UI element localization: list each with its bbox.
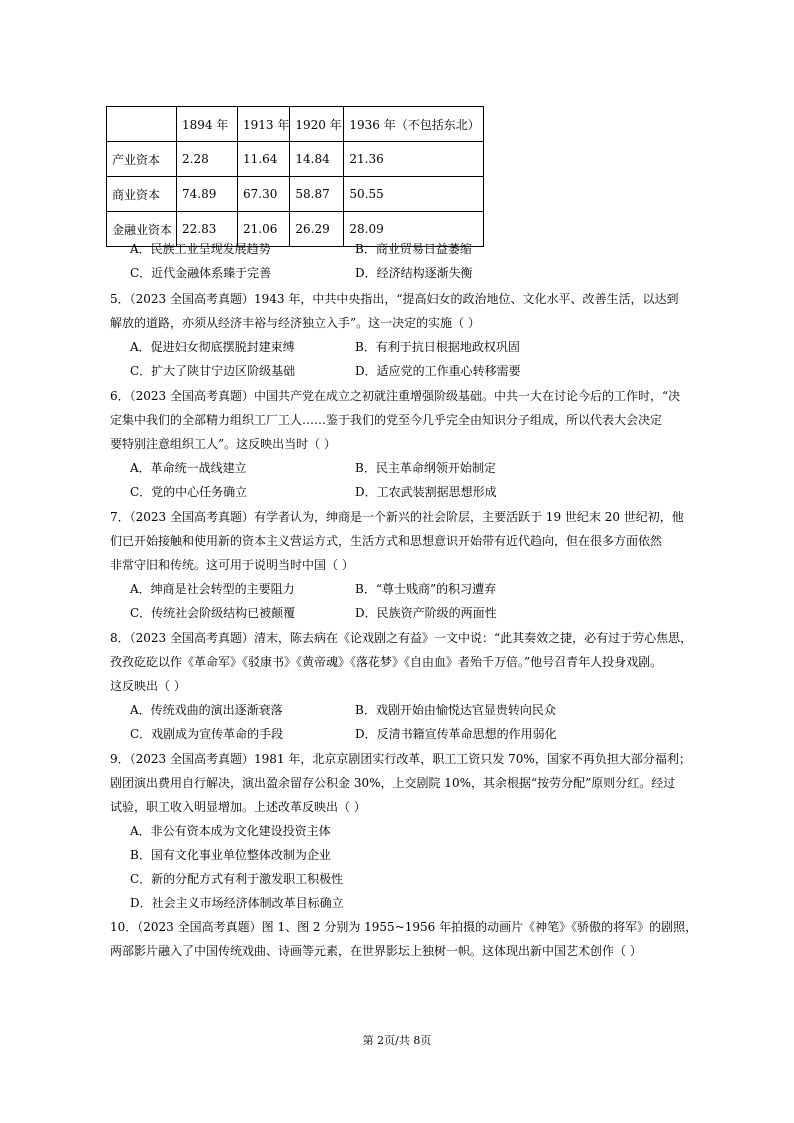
q5-stem-line: 解放的道路，亦须从经济丰裕与经济独立入手”。这一决定的实施（ ） — [110, 316, 480, 330]
q9-stem-line: 试验，职工收入明显增加。上述改革反映出（ ） — [110, 800, 366, 814]
q5-option-c: C．扩大了陕甘宁边区阶级基础 — [130, 364, 296, 378]
q8-stem-line: 孜孜矻矻以作《革命军》《驳康书》《黄帝魂》《落花梦》《自由血》者殆千万倍。”他号召青年人投身戏剧。 — [110, 655, 663, 669]
table-cell: 商业资本 — [107, 177, 177, 212]
q5-stem-line: 5．（2023 全国高考真题）1943 年，中共中央指出，“提高妇女的政治地位、文化水平、改善生活，以达到 — [110, 292, 679, 306]
table-cell: 1936 年（不包括东北） — [344, 107, 484, 142]
q9-option-b: B．国有文化事业单位整体改制为企业 — [130, 848, 331, 862]
q8-option-d: D．反清书籍宣传革命思想的作用弱化 — [355, 727, 557, 741]
table-cell: 产业资本 — [107, 142, 177, 177]
q7-option-c: C．传统社会阶级结构已被颠覆 — [130, 606, 296, 620]
table-cell: 26.29 — [290, 212, 344, 247]
q7-stem-line: 们已开始接触和使用新的资本主义营运方式，生活方式和思想意识开始带有近代趋向，但在很多方面依然 — [110, 534, 663, 548]
q5-option-b: B．有利于抗日根据地政权巩固 — [355, 340, 520, 354]
table-cell: 金融业资本 — [107, 212, 177, 247]
q8-stem-line: 这反映出（ ） — [110, 679, 186, 693]
q6-stem-line: 要特别注意组织工人”。这反映出当时（ ） — [110, 437, 336, 451]
q4-option-c: C．近代金融体系臻于完善 — [130, 266, 272, 280]
table-cell: 2.28 — [177, 142, 238, 177]
table-header-row — [107, 107, 484, 142]
q4-option-d: D．经济结构逐渐失衡 — [355, 266, 473, 280]
q8-option-a: A．传统戏曲的演出逐渐衰落 — [130, 703, 283, 717]
q5-option-d: D．适应党的工作重心转移需要 — [355, 364, 521, 378]
q7-option-d: D．民族资产阶级的两面性 — [355, 606, 497, 620]
q9-stem-line: 9．（2023 全国高考真题）1981 年，北京京剧团实行改革，职工工资只发 70%，国家不再负担大部分福利； — [110, 752, 691, 766]
q7-stem-line: 非常守旧和传统。这可用于说明当时中国（ ） — [110, 558, 354, 572]
table-cell: 58.87 — [290, 177, 344, 212]
table-cell: 14.84 — [290, 142, 344, 177]
table-cell: 1894 年 — [177, 107, 238, 142]
table-cell — [107, 107, 177, 142]
table-cell: 1913 年 — [238, 107, 290, 142]
q5-option-a: A．促进妇女彻底摆脱封建束缚 — [130, 340, 295, 354]
q9-stem-line: 剧团演出费用自行解决，演出盈余留存公积金 30%，上交剧院 10%，其余根据“按劳分配”原则分红。经过 — [110, 776, 676, 790]
q10-stem-line: 10．（2023 全国高考真题）图 1、图 2 分别为 1955~1956 年拍摄的动画片《神笔》《骄傲的将军》的剧照， — [110, 920, 698, 934]
q6-option-b: B．民主革命纲领开始制定 — [355, 461, 496, 475]
page-number: 第 2页/共 8页 — [362, 1034, 432, 1047]
table-cell: 67.30 — [238, 177, 290, 212]
q7-stem-line: 7．（2023 全国高考真题）有学者认为，绅商是一个新兴的社会阶层，主要活跃于 19 世纪末 20 世纪初，他 — [110, 510, 684, 524]
table-cell: 21.06 — [238, 212, 290, 247]
q6-option-a: A．革命统一战线建立 — [130, 461, 247, 475]
table-row — [107, 177, 484, 212]
q8-stem-line: 8．（2023 全国高考真题）清末，陈去病在《论戏剧之有益》一文中说：“此其奏效之捷，必有过于劳心焦思， — [110, 631, 693, 645]
table-cell: 1920 年 — [290, 107, 344, 142]
q9-option-d: D．社会主义市场经济体制改革目标确立 — [130, 896, 344, 910]
q4-option-b: B．商业贸易日益萎缩 — [355, 242, 472, 256]
q6-option-d: D．工农武装割据思想形成 — [355, 485, 497, 499]
table-cell: 28.09 — [344, 212, 484, 247]
q8-option-b: B．戏剧开始由愉悦达官显贵转向民众 — [355, 703, 556, 717]
table-cell: 74.89 — [177, 177, 238, 212]
q8-option-c: C．戏剧成为宣传革命的手段 — [130, 727, 284, 741]
q7-option-b: B．“尊士贱商”的积习遭弃 — [355, 582, 497, 596]
q6-stem-line: 6．（2023 全国高考真题）中国共产党在成立之初就注重增强阶级基础。中共一大在讨论今后的工作时，“决 — [110, 389, 681, 403]
q6-stem-line: 定集中我们的全部精力组织工厂工人……鉴于我们的党至今几乎完全由知识分子组成，所以代表大会决定 — [110, 413, 663, 427]
q7-option-a: A．绅商是社会转型的主要阻力 — [130, 582, 295, 596]
q4-option-a: A．民族工业呈现发展趋势 — [130, 242, 271, 256]
table-cell: 22.83 — [177, 212, 238, 247]
q10-stem-line: 两部影片融入了中国传统戏曲、诗画等元素，在世界影坛上独树一帜。这体现出新中国艺术创作（ ） — [110, 944, 642, 958]
q6-option-c: C．党的中心任务确立 — [130, 485, 248, 499]
capital-structure-table — [106, 106, 484, 247]
table-row — [107, 142, 484, 177]
table-cell: 50.55 — [344, 177, 484, 212]
table-cell: 21.36 — [344, 142, 484, 177]
q9-option-c: C．新的分配方式有利于激发职工积极性 — [130, 872, 344, 886]
table-cell: 11.64 — [238, 142, 290, 177]
q9-option-a: A．非公有资本成为文化建设投资主体 — [130, 824, 331, 838]
